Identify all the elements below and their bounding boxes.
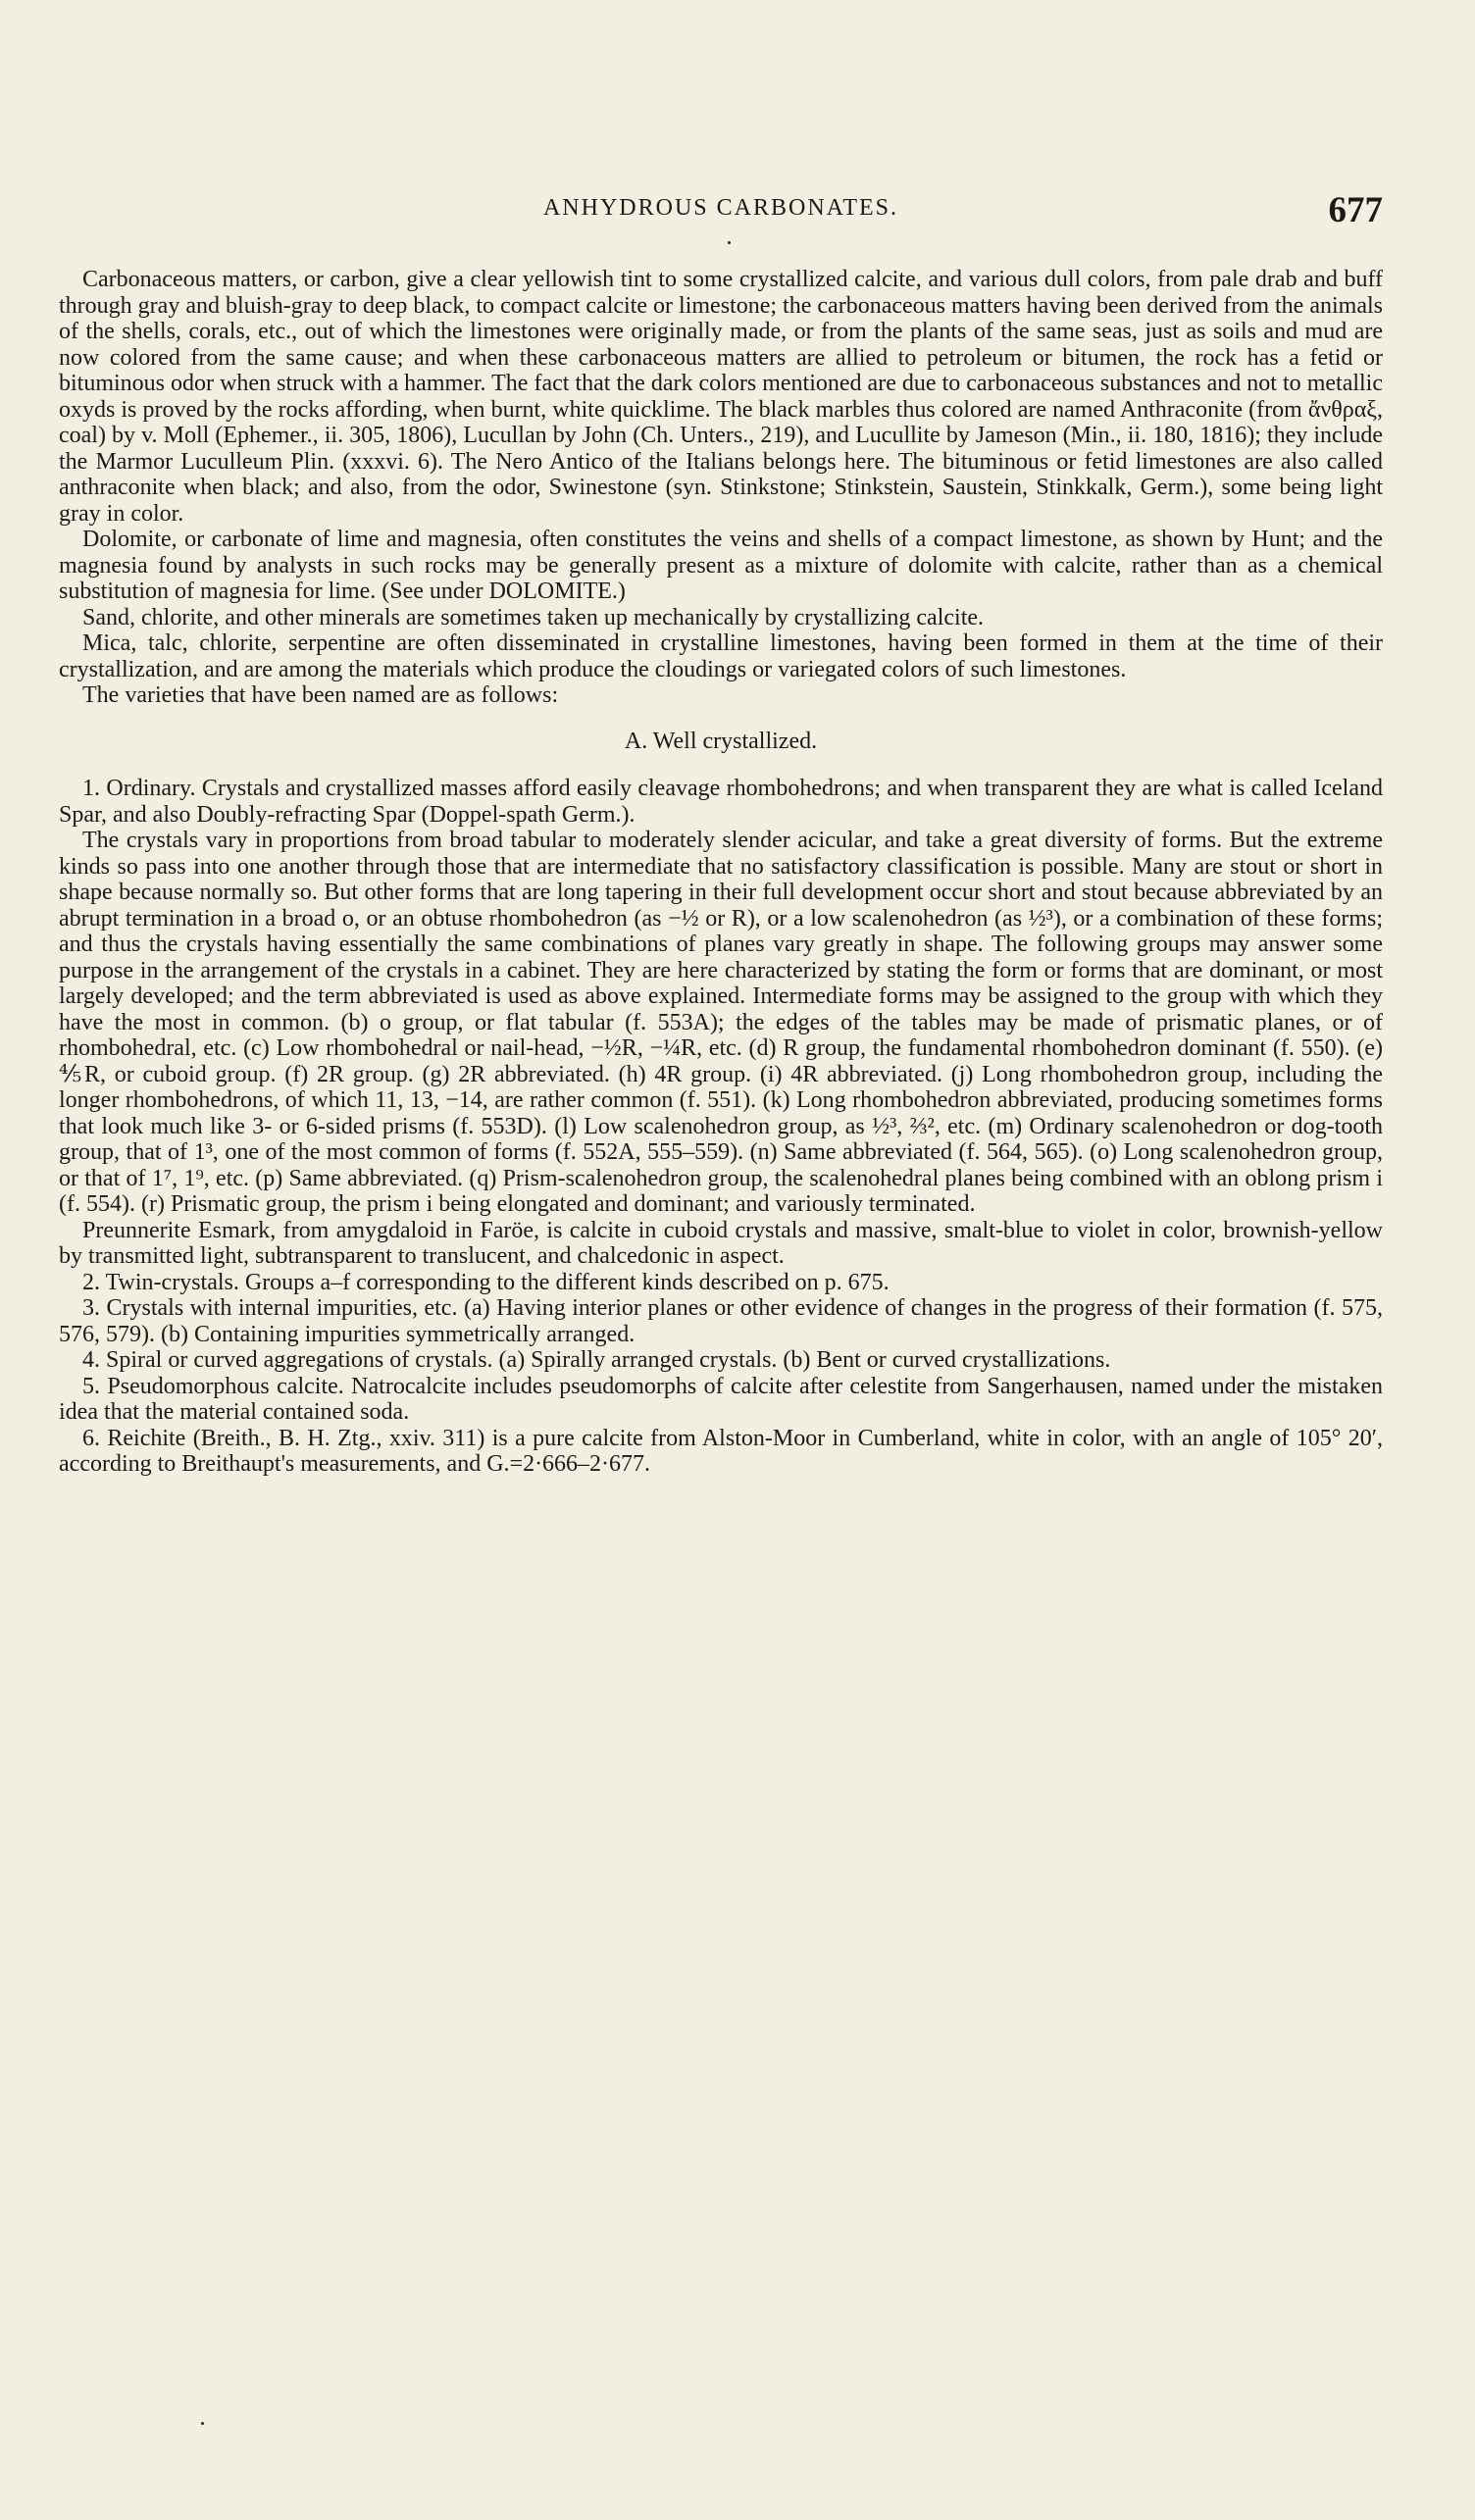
- print-speck: [201, 2422, 204, 2425]
- paragraph-reichite: 6. Reichite (Breith., B. H. Ztg., xxiv. 311) is a pure calcite from Alston-Moor in Cumberland, white in color, with an angle of 105° 20′, according to Breithaupt's measurements, and G.=2·666–2·677.: [59, 1425, 1383, 1477]
- paragraph-dolomite: Dolomite, or carbonate of lime and magnesia, often constitutes the veins and shells of a compact limestone, as shown by Hunt; and the magnesia found by analysts in such rocks may be generally present as a mixture of dolomite with calcite, rather than as a chemical substitution of magnesia for lime. (See under DOLOMITE.): [59, 527, 1383, 604]
- paragraph-sand: Sand, chlorite, and other minerals are sometimes taken up mechanically by crystallizing calcite.: [82, 604, 985, 630]
- paragraph-carbonaceous: Carbonaceous matters, or carbon, give a clear yellowish tint to some crystallized calcite, and various dull colors, from pale drab and buff through gray and bluish-gray to deep black, to compact calcite or limestone; the carbonaceous matters having been derived from the animals of the shells, corals, etc., out of which the limestones were originally made, or from the plants of the same seas, just as soils and mud are now colored from the same cause; and when these carbonaceous matters are allied to petroleum or bitumen, the rock has a fetid or bituminous odor when struck with a hammer. The fact that the dark colors mentioned are due to carbonaceous substances and not to metallic oxyds is proved by the rocks affording, when burnt, white quicklime. The black marbles thus colored are named Anthraconite (from ἄνθραξ, coal) by v. Moll (Ephemer., ii. 305, 1806), Lucullan by John (Ch. Unters., 219), and Lucullite by Jameson (Min., ii. 180, 1816); they include the Marmor Luculleum Plin. (xxxvi. 6). The Nero Antico of the Italians belongs here. The bituminous or fetid limestones are also called anthraconite when black; and also, from the odor, Swinestone (syn. Stinkstone; Stinkstein, Saustein, Stinkkalk, Germ.), some being light gray in color.: [59, 267, 1383, 527]
- paragraph-varieties-intro: The varieties that have been named are as follows:: [82, 682, 559, 708]
- paragraph-internal-impurities: 3. Crystals with internal impurities, etc. (a) Having interior planes or other evidence of changes in the progress of their formation (f. 575, 576, 579). (b) Containing impurities symmetrically arranged.: [59, 1295, 1383, 1347]
- page-number: 677: [1328, 190, 1383, 230]
- paragraph-pseudomorphous: 5. Pseudomorphous calcite. Natrocalcite includes pseudomorphs of calcite after celestite from Sangerhausen, named under the mistaken idea that the material contained soda.: [59, 1373, 1383, 1425]
- print-speck: [728, 241, 731, 244]
- paragraph-ordinary: 1. Ordinary. Crystals and crystallized masses afford easily cleavage rhombohedrons; and when transparent they are what is called Iceland Spar, and also Doubly-refracting Spar (Doppel-spath Germ.).: [59, 776, 1383, 828]
- section-heading-well-crystallized: A. Well crystallized.: [624, 728, 818, 754]
- paragraph-preunnerite: Preunnerite Esmark, from amygdaloid in Faröe, is calcite in cuboid crystals and massive, smalt-blue to violet in color, brownish-yellow by transmitted light, subtransparent to translucent, and chalcedonic in aspect.: [59, 1217, 1383, 1269]
- body-text: [59, 267, 1383, 1478]
- page-header: [59, 189, 1383, 234]
- paragraph-mica: Mica, talc, chlorite, serpentine are often disseminated in crystalline limestones, having been formed in them at the time of their crystallization, and are among the materials which produce the cloudings or variegated colors of such limestones.: [59, 630, 1383, 682]
- paragraph-crystal-forms: The crystals vary in proportions from broad tabular to moderately slender acicular, and take a great diversity of forms. But the extreme kinds so pass into one another through those that are intermediate that no satisfactory classification is possible. Many are stout or short in shape because normally so. But other forms that are long tapering in their full development occur short and stout because abbreviated by an abrupt termination in a broad o, or an obtuse rhombohedron (as −½ or R), or a low scalenohedron (as ½³), or a combination of these forms; and thus the crystals having essentially the same combinations of planes vary greatly in shape. The following groups may answer some purpose in the arrangement of the crystals in a cabinet. They are here characterized by stating the form or forms that are dominant, or most largely developed; and the term abbreviated is used as above explained. Intermediate forms may be assigned to the group with which they have the most in common. (b) o group, or flat tabular (f. 553A); the edges of the tables may be made of prismatic planes, or of rhombohedral, etc. (c) Low rhombohedral or nail-head, −½R, −¼R, etc. (d) R group, the fundamental rhombohedron dominant (f. 550). (e) ⅘R, or cuboid group. (f) 2R group. (g) 2R abbreviated. (h) 4R group. (i) 4R abbreviated. (j) Long rhombohedron group, including the longer rhombohedrons, of which 11, 13, −14, are rather common (f. 551). (k) Long rhombohedron abbreviated, producing sometimes forms that look much like 3- or 6-sided prisms (f. 553D). (l) Low scalenohedron group, as ½³, ⅔², etc. (m) Ordinary scalenohedron or dog-tooth group, that of 1³, one of the most common of forms (f. 552A, 555–559). (n) Same abbreviated (f. 564, 565). (o) Long scalenohedron group, or that of 1⁷, 1⁹, etc. (p) Same abbreviated. (q) Prism-scalenohedron group, the scalenohedral planes being combined with an oblong prism i (f. 554). (r) Prismatic group, the prism i being elongated and dominant; and variously terminated.: [59, 828, 1383, 1217]
- running-title: ANHYDROUS CARBONATES.: [542, 195, 899, 221]
- paragraph-spiral-aggregations: 4. Spiral or curved aggregations of crystals. (a) Spirally arranged crystals. (b) Bent or curved crystallizations.: [82, 1347, 1111, 1373]
- paragraph-twin-crystals: 2. Twin-crystals. Groups a–f corresponding to the different kinds described on p. 675.: [82, 1269, 890, 1295]
